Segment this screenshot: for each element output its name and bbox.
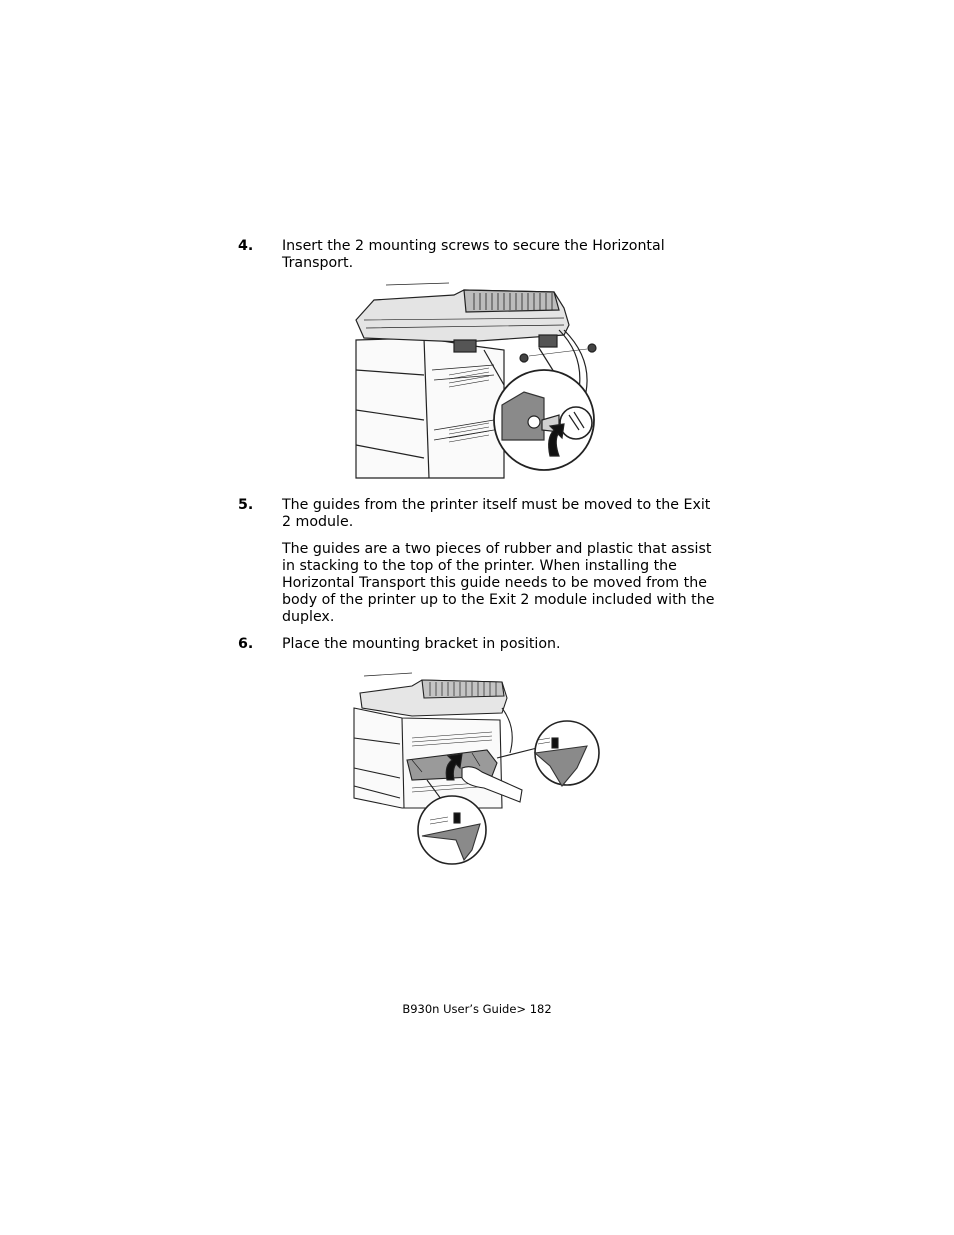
step-text: Place the mounting bracket in position. [282, 636, 561, 652]
figure-mounting-bracket [352, 668, 602, 866]
step-number: 4. [238, 238, 254, 254]
step-number: 5. [238, 497, 254, 513]
step-text: The guides from the printer itself must be moved to the Exit 2 module. [282, 497, 711, 530]
step-5-detail: The guides are a two pieces of rubber and plastic that assist in stacking to the top of the printer. When installing the Horizontal Transport this guide needs to be moved from the body of the printer up to the Exit 2 module included with the duplex. [282, 541, 715, 625]
step-text: Insert the 2 mounting screws to secure the Horizontal Transport. [282, 238, 665, 271]
step-number: 6. [238, 636, 254, 652]
figure-mounting-screws [354, 280, 614, 480]
page-footer: B930n User’s Guide> 182 [402, 1002, 552, 1016]
